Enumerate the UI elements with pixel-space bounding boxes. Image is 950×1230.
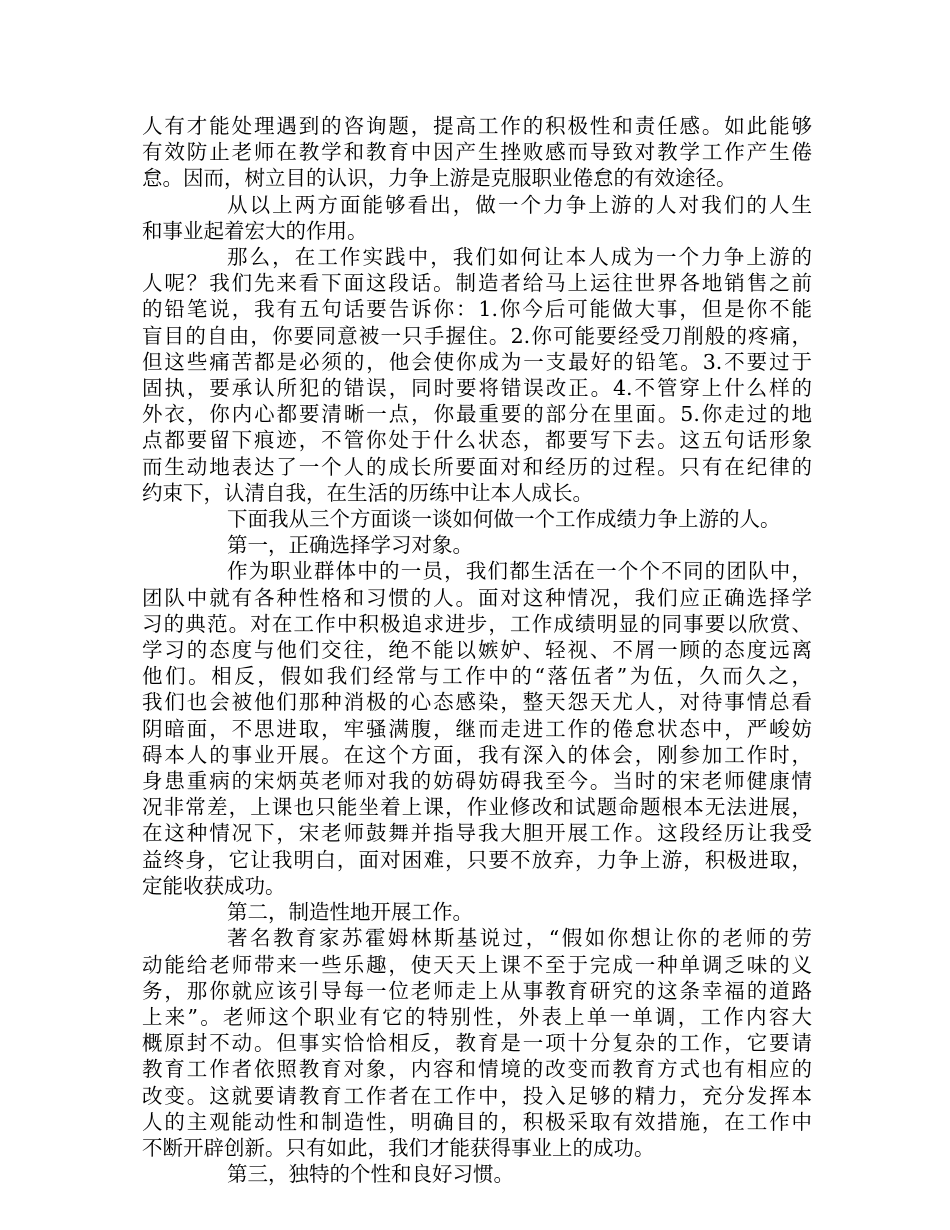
paragraph-4 (142, 506, 812, 532)
section-heading-3 (142, 1161, 812, 1187)
text-line: 人呢？我们先来看下面这段话。制造者给马上运往世界各地销售之前 (142, 271, 812, 296)
text-line: 学习的态度与他们交往，绝不能以嫉妒、轻视、不屑一顾的态度远离 (142, 638, 812, 663)
text-line: 定能收获成功。 (142, 873, 286, 898)
text-line: 和事业起着宏大的作用。 (142, 218, 368, 243)
text-line: 第二，制造性地开展工作。 (227, 900, 473, 925)
text-line: 的铅笔说，我有五句话要告诉你：1.你今后可能做大事，但是你不能 (142, 297, 812, 322)
text-line: 那么，在工作实践中，我们如何让本人成为一个力争上游的 (227, 245, 812, 270)
text-line: 习的典范。对在工作中积极追求进步，工作成绩明显的同事要以欣赏、 (142, 611, 812, 636)
paragraph-3 (142, 244, 812, 506)
text-line: 碍本人的事业开展。在这个方面，我有深入的体会，刚参加工作时， (142, 742, 812, 767)
document-page (142, 113, 812, 1187)
text-line: 固执，要承认所犯的错误，同时要将错误改正。4.不管穿上什么样的 (142, 376, 812, 401)
text-line: 但这些痛苦都是必须的，他会使你成为一支最好的铅笔。3.不要过于 (142, 349, 812, 374)
text-line: 有效防止老师在教学和教育中因产生挫败感而导致对教学工作产生倦 (142, 140, 812, 165)
paragraph-5 (142, 558, 812, 899)
text-line: 作为职业群体中的一员，我们都生活在一个个不同的团队中， (227, 559, 812, 584)
text-line: 下面我从三个方面谈一谈如何做一个工作成绩力争上游的人。 (227, 507, 781, 532)
text-line: 人的主观能动性和制造性，明确目的，积极采取有效措施，在工作中 (142, 1109, 812, 1134)
section-heading-1 (142, 532, 812, 558)
text-line: 点都要留下痕迹，不管你处于什么状态，都要写下去。这五句话形象 (142, 428, 812, 453)
text-line: 著名教育家苏霍姆林斯基说过，“假如你想让你的老师的劳 (227, 926, 812, 951)
text-line: 怠。因而，树立目的认识，力争上游是克服职业倦怠的有效途径。 (142, 166, 737, 191)
text-line: 外衣，你内心都要清晰一点，你最重要的部分在里面。5.你走过的地 (142, 402, 812, 427)
text-line: 约束下，认清自我，在生活的历练中让本人成长。 (142, 480, 593, 505)
text-line: 他们。相反，假如我们经常与工作中的“落伍者”为伍，久而久之， (142, 664, 812, 689)
paragraph-2 (142, 192, 812, 244)
text-line: 阴暗面，不思进取，牢骚满腹，继而走进工作的倦怠状态中，严峻妨 (142, 716, 812, 741)
text-line: 身患重病的宋炳英老师对我的妨碍妨碍我至今。当时的宋老师健康情 (142, 769, 812, 794)
paragraph-6 (142, 925, 812, 1161)
section-heading-2 (142, 899, 812, 925)
text-line: 务，那你就应该引导每一位老师走上从事教育研究的这条幸福的道路 (142, 978, 812, 1003)
text-line: 盲目的自由，你要同意被一只手握住。2.你可能要经受刀削般的疼痛， (142, 323, 812, 348)
text-line: 我们也会被他们那种消极的心态感染，整天怨天尤人，对待事情总看 (142, 690, 812, 715)
text-line: 第一，正确选择学习对象。 (227, 533, 473, 558)
text-line: 况非常差，上课也只能坐着上课，作业修改和试题命题根本无法进展， (142, 795, 812, 820)
text-line: 第三，独特的个性和良好习惯。 (227, 1162, 514, 1187)
text-line: 人有才能处理遇到的咨询题，提高工作的积极性和责任感。如此能够 (142, 114, 812, 138)
text-line: 益终身，它让我明白，面对困难，只要不放弃，力争上游，积极进取， (142, 847, 812, 872)
paragraph-1 (142, 113, 812, 192)
text-line: 而生动地表达了一个人的成长所要面对和经历的过程。只有在纪律的 (142, 454, 812, 479)
text-line: 改变。这就要请教育工作者在工作中，投入足够的精力，充分发挥本 (142, 1083, 812, 1108)
text-line: 教育工作者依照教育对象，内容和情境的改变而教育方式也有相应的 (142, 1057, 812, 1082)
text-line: 在这种情况下，宋老师鼓舞并指导我大胆开展工作。这段经历让我受 (142, 821, 812, 846)
text-line: 从以上两方面能够看出，做一个力争上游的人对我们的人生 (227, 192, 812, 217)
text-line: 上来”。老师这个职业有它的特别性，外表上单一单调，工作内容大 (142, 1004, 812, 1029)
text-line: 动能给老师带来一些乐趣，使天天上课不至于完成一种单调乏味的义 (142, 952, 812, 977)
text-line: 不断开辟创新。只有如此，我们才能获得事业上的成功。 (142, 1135, 655, 1160)
text-line: 团队中就有各种性格和习惯的人。面对这种情况，我们应正确选择学 (142, 585, 812, 610)
text-line: 概原封不动。但事实恰恰相反，教育是一项十分复杂的工作，它要请 (142, 1031, 812, 1056)
